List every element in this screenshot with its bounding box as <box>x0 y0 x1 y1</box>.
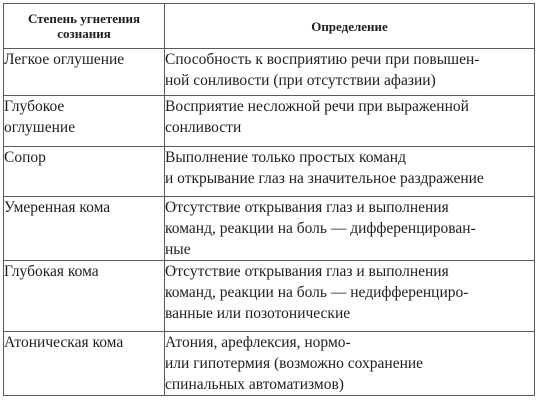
definition-line: команд, реакции на боль — недифференциро- <box>165 284 469 301</box>
header-definition: Определение <box>165 4 535 49</box>
definition-line: Отсутствие открывания глаз и выполнения <box>165 263 449 280</box>
definition-cell <box>165 49 535 96</box>
header-degree <box>4 4 165 49</box>
consciousness-levels-table <box>3 3 535 396</box>
table-row <box>4 197 535 261</box>
definition-line: или гипотермия (возможно сохранение <box>165 355 424 372</box>
definition-cell <box>165 332 535 396</box>
level-line: Глубокое <box>4 98 65 115</box>
level-cell <box>4 96 165 147</box>
definition-cell <box>165 261 535 332</box>
definition-line: Отсутствие открывания глаз и выполнения <box>165 199 449 216</box>
level-cell <box>4 332 165 396</box>
definition-line: ные <box>165 241 191 258</box>
table-row <box>4 147 535 197</box>
level-line: Легкое оглушение <box>4 51 125 68</box>
table-row <box>4 261 535 332</box>
level-line: Атоническая кома <box>4 334 124 351</box>
definition-line: Атония, арефлексия, нормо- <box>165 334 351 351</box>
level-cell <box>4 49 165 96</box>
level-line: Сопор <box>4 149 46 166</box>
definition-line: сонливости <box>165 119 242 136</box>
definition-line: команд, реакции на боль — дифференцирован- <box>165 220 476 237</box>
definition-line: и открывание глаз на значительное раздражение <box>165 170 484 187</box>
definition-line: Способность к восприятию речи при повышен- <box>165 51 480 68</box>
table-row <box>4 96 535 147</box>
table-header <box>4 4 535 49</box>
definition-line: ной сонливости (при отсутствии афазии) <box>165 72 436 89</box>
level-cell <box>4 197 165 261</box>
definition-cell <box>165 197 535 261</box>
definition-line: спинальных автоматизмов) <box>165 376 344 393</box>
table-row <box>4 332 535 396</box>
level-line: оглушение <box>4 119 76 136</box>
definition-line: Восприятие несложной речи при выраженной <box>165 98 469 115</box>
header-degree-line-2: сознания <box>57 26 111 41</box>
definition-cell <box>165 96 535 147</box>
definition-line: Выполнение только простых команд <box>165 149 406 166</box>
definition-line: ванные или позотонические <box>165 305 351 322</box>
header-degree-line-1: Степень угнетения <box>27 11 141 26</box>
level-line: Умеренная кома <box>4 199 111 216</box>
definition-cell <box>165 147 535 197</box>
level-line: Глубокая кома <box>4 263 99 280</box>
level-cell <box>4 261 165 332</box>
table-row <box>4 49 535 96</box>
level-cell <box>4 147 165 197</box>
